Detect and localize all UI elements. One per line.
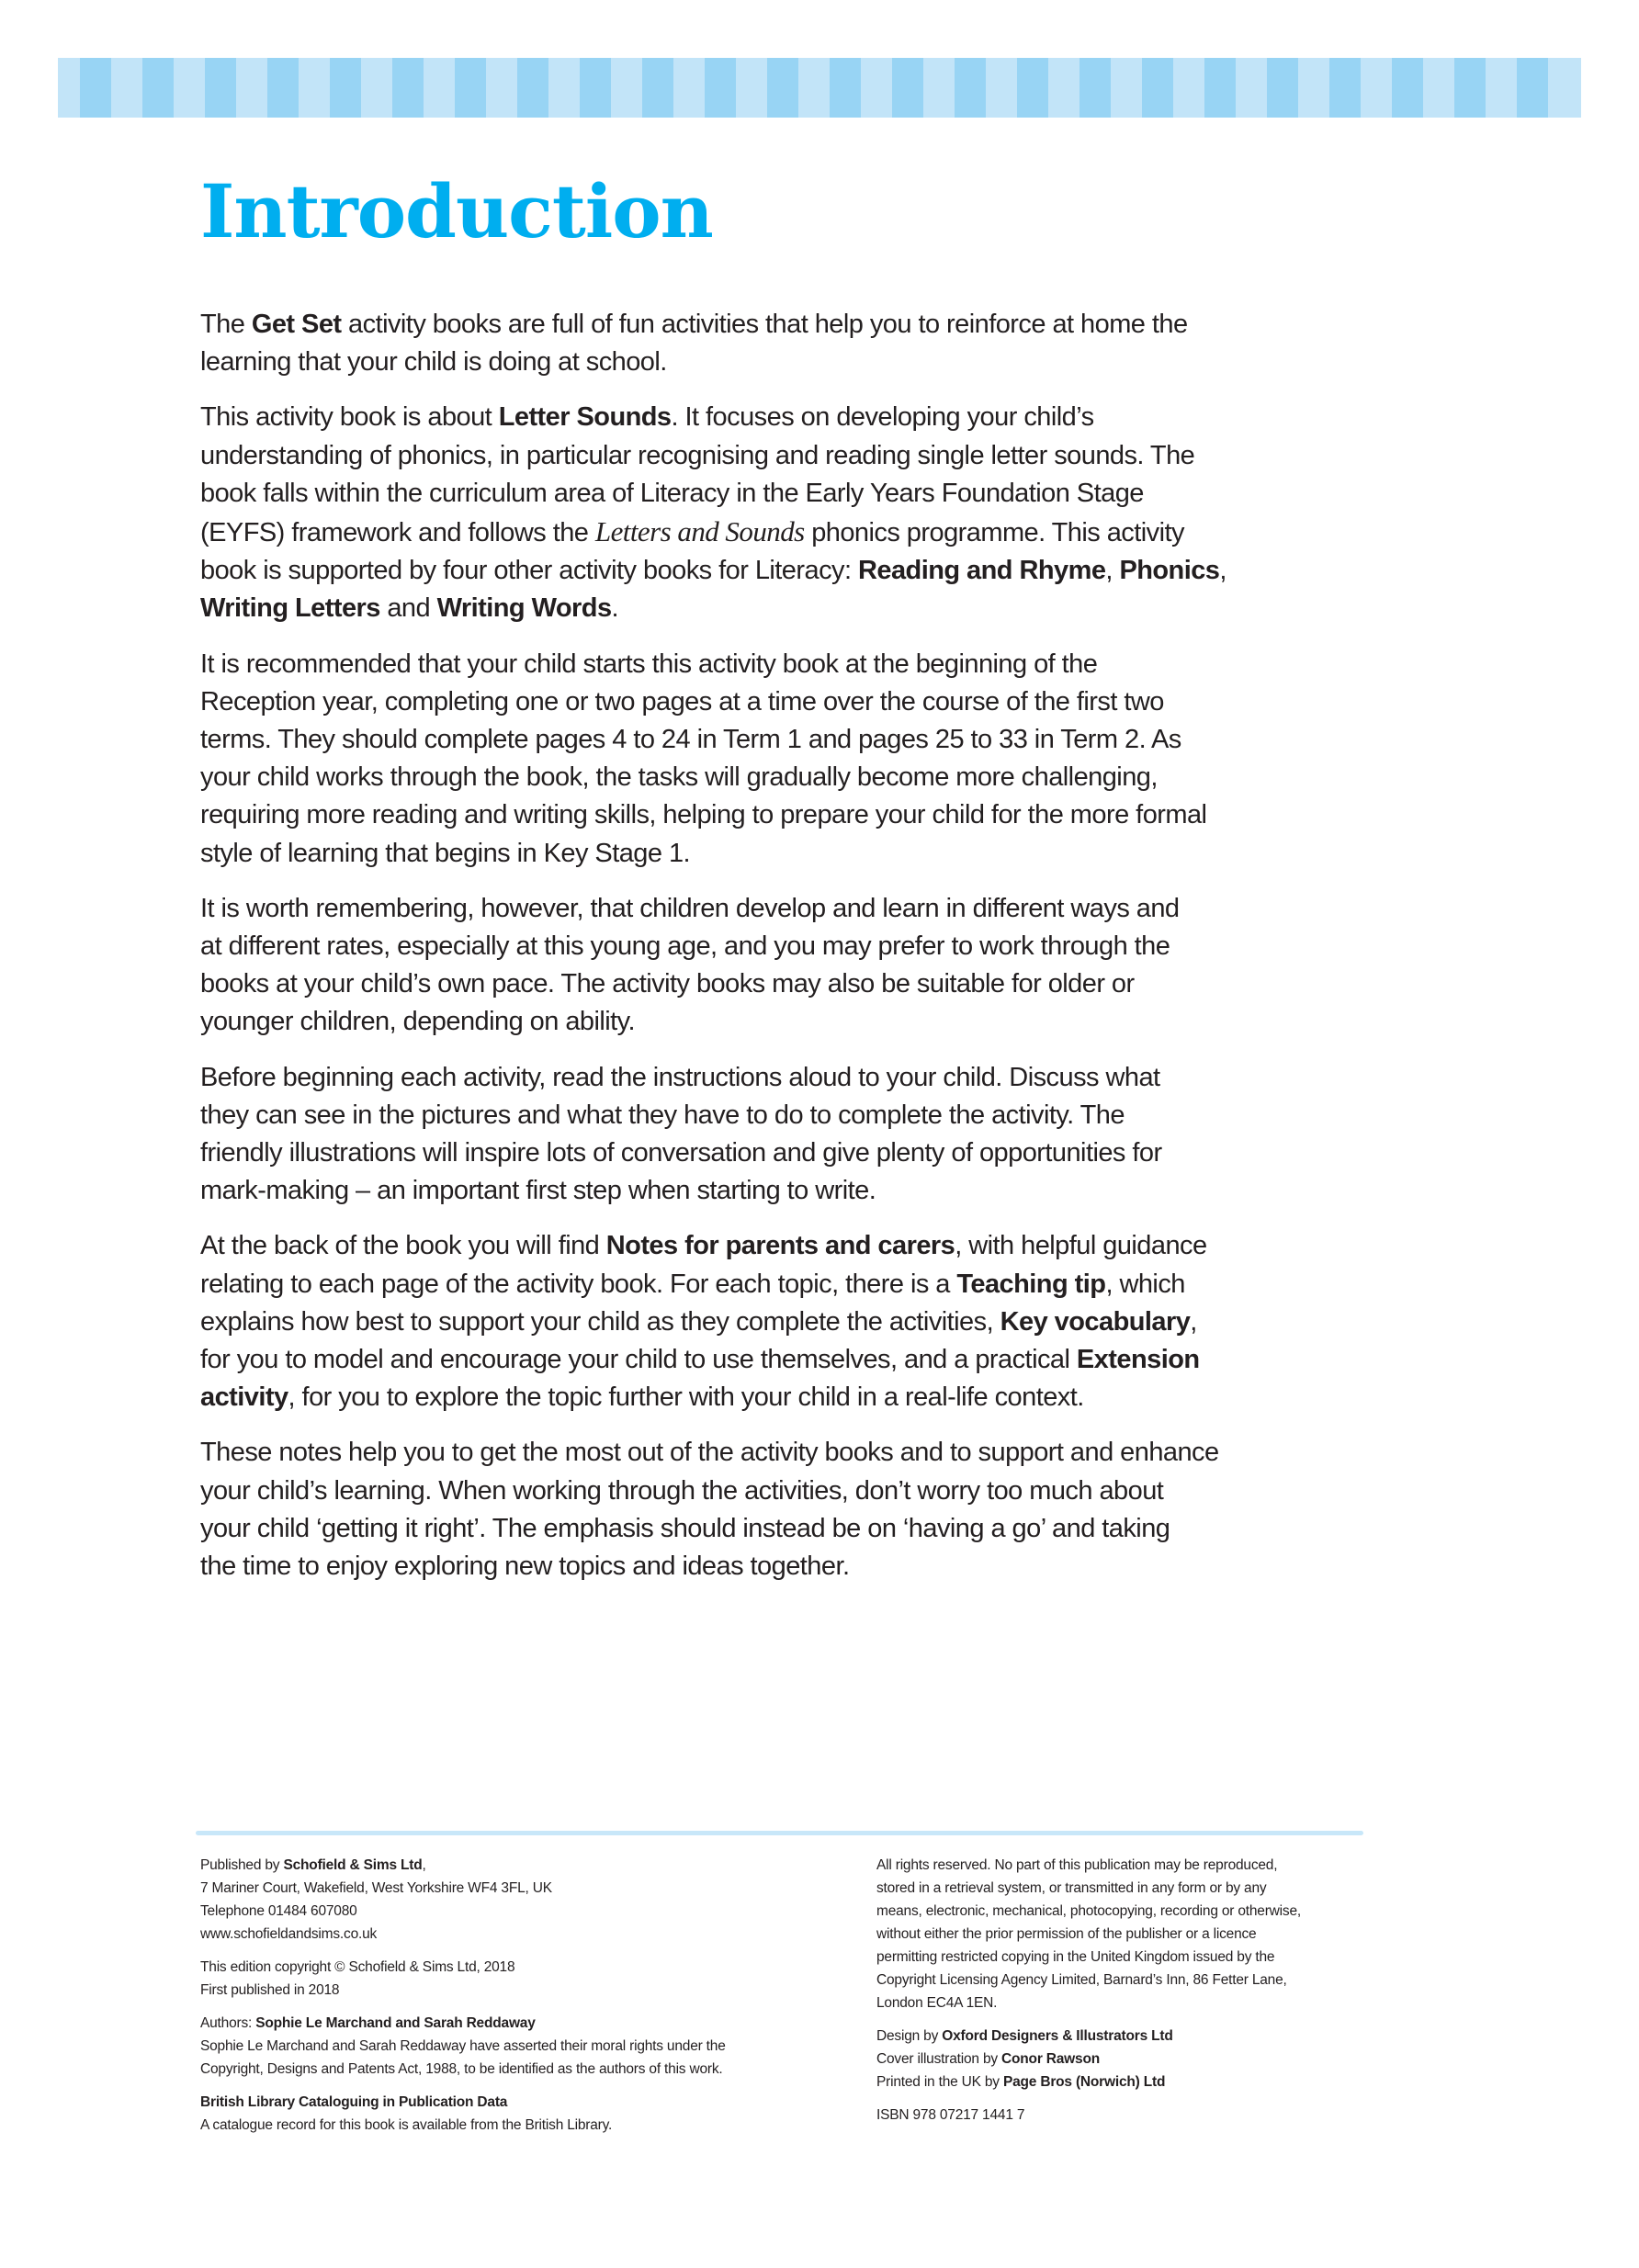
footer-line [876, 2104, 1391, 2127]
text-run: , which [1105, 1269, 1185, 1299]
bold-run: Oxford Designers & Illustrators Ltd [942, 2028, 1173, 2044]
bold-run: Page Bros (Norwich) Ltd [1002, 2074, 1166, 2090]
text-run: It is recommended that your child starts this activity book at the beginning of the [200, 649, 1098, 679]
bold-run: Key vocabulary [1000, 1306, 1191, 1337]
text-run: This edition copyright © Schofield & Sims Ltd, 2018 [200, 1959, 515, 1975]
text-line [200, 1548, 1395, 1585]
paragraph-7 [200, 1434, 1395, 1585]
text-run: your child works through the book, the tasks will gradually become more challenging, [200, 762, 1158, 793]
text-line [200, 399, 1395, 436]
paragraph-1 [200, 306, 1395, 381]
text-run: terms. They should complete pages 4 to 24 in Term 1 and pages 25 to 33 in Term 2. As [200, 725, 1181, 755]
text-run: relating to each page of the activity book. For each topic, there is a [200, 1269, 957, 1299]
text-line [200, 590, 1395, 627]
text-run: , [422, 1857, 426, 1873]
bold-run: Extension [1076, 1345, 1200, 1375]
text-line [200, 475, 1395, 513]
paragraph-6 [200, 1227, 1395, 1416]
bold-run: activity [200, 1382, 288, 1413]
text-line [200, 552, 1395, 590]
rights-block [876, 1854, 1391, 2014]
text-run: , [1105, 556, 1120, 586]
text-line [200, 1003, 1395, 1041]
footer-line [876, 1969, 1391, 1992]
text-line [200, 721, 1395, 759]
text-line [200, 1266, 1395, 1303]
text-line [200, 683, 1395, 721]
text-line [200, 306, 1395, 344]
footer-line [876, 1923, 1391, 1946]
footer-left-column [200, 1854, 843, 2147]
footer-line [876, 1992, 1391, 2014]
text-run: style of learning that begins in Key Stage 1. [200, 838, 691, 868]
paragraph-4 [200, 890, 1395, 1042]
bold-run: Schofield & Sims Ltd [283, 1857, 423, 1873]
footer-line [200, 2012, 843, 2035]
text-line [200, 1172, 1395, 1210]
text-run: These notes help you to get the most out of the activity books and to support and enhance [200, 1438, 1219, 1468]
footer-line [200, 1979, 843, 2002]
text-line [200, 437, 1395, 475]
text-run: permitting restricted copying in the United Kingdom issued by the [876, 1949, 1275, 1965]
footer-line [200, 2058, 843, 2081]
text-run: book is supported by four other activity books for Literacy: [200, 556, 858, 586]
page-title: Introduction [200, 168, 713, 254]
text-run: younger children, depending on ability. [200, 1007, 635, 1037]
text-run: ISBN 978 07217 1441 7 [876, 2107, 1025, 2123]
text-line [200, 1227, 1395, 1265]
text-run: 7 Mariner Court, Wakefield, West Yorkshire WF4 3FL, UK [200, 1880, 552, 1896]
text-run: the time to enjoy exploring new topics and ideas together. [200, 1551, 850, 1582]
text-line [200, 646, 1395, 683]
text-run: www.schofieldandsims.co.uk [200, 1926, 378, 1942]
text-run: Telephone 01484 607080 [200, 1903, 357, 1919]
text-run: your child’s learning. When working through the activities, don’t worry too much about [200, 1475, 1164, 1506]
text-run: they can see in the pictures and what they have to do to complete the activity. The [200, 1100, 1125, 1130]
bold-run: Conor Rawson [1001, 2051, 1100, 2067]
bold-run: Reading and Rhyme [858, 556, 1106, 586]
paragraph-2 [200, 399, 1395, 627]
text-run: without either the prior permission of the publisher or a licence [876, 1926, 1257, 1942]
text-run: Reception year, completing one or two pages at a time over the course of the first two [200, 686, 1164, 717]
text-run: mark-making – an important first step when starting to write. [200, 1176, 876, 1206]
authors-block [200, 2012, 843, 2081]
text-run: understanding of phonics, in particular recognising and reading single letter sounds. The [200, 440, 1195, 470]
text-line [200, 1379, 1395, 1416]
text-run: means, electronic, mechanical, photocopying, recording or otherwise, [876, 1903, 1301, 1919]
isbn-block [876, 2104, 1391, 2127]
footer-line [876, 1854, 1391, 1877]
text-run: stored in a retrieval system, or transmitted in any form or by any [876, 1880, 1267, 1896]
text-run: , [1190, 1306, 1197, 1337]
text-run: (EYFS) framework and follows the [200, 518, 595, 548]
cataloguing-block [200, 2091, 843, 2137]
text-run: explains how best to support your child as they complete the activities, [200, 1306, 1000, 1337]
text-run: First published in 2018 [200, 1982, 340, 1998]
text-run: your child ‘getting it right’. The emphasis should instead be on ‘having a go’ and taking [200, 1513, 1170, 1543]
bold-run: Notes for parents and carers [605, 1231, 955, 1261]
bold-run: Sophie Le Marchand and Sarah Reddaway [255, 2015, 536, 2031]
text-line [200, 1097, 1395, 1134]
text-run: at different rates, especially at this young age, and you may prefer to work through the [200, 931, 1170, 962]
footer-line [876, 2025, 1391, 2048]
text-run: , [1219, 556, 1226, 586]
text-line [200, 1059, 1395, 1097]
text-run: book falls within the curriculum area of Literacy in the Early Years Foundation Stage [200, 478, 1144, 508]
footer-line [200, 1877, 843, 1900]
text-line [200, 965, 1395, 1003]
text-run: phonics programme. This activity [804, 518, 1184, 548]
publisher-block [200, 1854, 843, 1946]
text-run: All rights reserved. No part of this publication may be reproduced, [876, 1857, 1278, 1873]
text-run: The [200, 310, 252, 339]
bold-run: Writing Words [436, 593, 612, 624]
bold-run: Writing Letters [200, 593, 380, 624]
text-run: Cover illustration by [876, 2051, 1002, 2067]
text-run: This activity book is about [200, 402, 499, 433]
text-line [200, 1134, 1395, 1172]
paragraph-5 [200, 1059, 1395, 1211]
text-run: for you to model and encourage your child to use themselves, and a practical [200, 1345, 1077, 1375]
paragraph-3 [200, 646, 1395, 873]
text-line [200, 1341, 1395, 1379]
footer-line [200, 1923, 843, 1946]
text-line [200, 1434, 1395, 1472]
text-run: Copyright Licensing Agency Limited, Barnard’s Inn, 86 Fetter Lane, [876, 1972, 1287, 1988]
text-run: Before beginning each activity, read the instructions aloud to your child. Discuss what [200, 1062, 1160, 1092]
footer-line [876, 2048, 1391, 2071]
text-line [200, 1510, 1395, 1548]
text-line [200, 890, 1395, 928]
text-run: . [611, 593, 619, 624]
bold-run: British Library Cataloguing in Publication Data [200, 2094, 508, 2110]
footer-divider [196, 1831, 1363, 1835]
footer-line [200, 2114, 843, 2137]
text-run: London EC4A 1EN. [876, 1995, 998, 2011]
bold-run: Get Set [251, 310, 342, 339]
text-run: requiring more reading and writing skills, helping to prepare your child for the more formal [200, 800, 1207, 830]
text-run: friendly illustrations will inspire lots of conversation and give plenty of opportunities for [200, 1138, 1162, 1168]
text-run: Copyright, Designs and Patents Act, 1988, to be identified as the authors of this work. [200, 2061, 723, 2077]
text-line [200, 1473, 1395, 1510]
copyright-block [200, 1956, 843, 2002]
text-line [200, 835, 1395, 873]
footer-line [200, 2035, 843, 2058]
footer-line [200, 1956, 843, 1979]
text-run: A catalogue record for this book is available from the British Library. [200, 2117, 613, 2133]
text-run: At the back of the book you will find [200, 1231, 606, 1261]
header-stripe-band [58, 58, 1581, 118]
text-line [200, 1303, 1395, 1341]
introduction-body [200, 306, 1395, 1603]
text-line [200, 513, 1395, 552]
text-line [200, 344, 1395, 381]
text-run: Printed in the UK by [876, 2074, 1003, 2090]
text-run: Design by [876, 2028, 943, 2044]
italic-run: Letters and Sounds [594, 515, 805, 548]
text-line [200, 928, 1395, 965]
text-run: It is worth remembering, however, that children develop and learn in different ways and [200, 893, 1180, 923]
text-run: books at your child’s own pace. The activity books may also be suitable for older or [200, 969, 1135, 999]
text-line [200, 759, 1395, 796]
bold-run: Letter Sounds [498, 402, 672, 433]
footer-line [876, 1877, 1391, 1900]
footer-line [876, 1946, 1391, 1969]
text-run: activity books are full of fun activities that help you to reinforce at home the [341, 310, 1188, 339]
footer-line [200, 1900, 843, 1923]
credits-block [876, 2025, 1391, 2093]
footer-line [876, 2071, 1391, 2093]
footer-right-column [876, 1854, 1391, 2137]
footer-line [876, 1900, 1391, 1923]
bold-run: Phonics [1119, 556, 1220, 586]
text-run: , for you to explore the topic further with your child in a real-life context. [288, 1382, 1084, 1413]
text-run: , with helpful guidance [955, 1231, 1207, 1261]
text-run: Sophie Le Marchand and Sarah Reddaway have asserted their moral rights under the [200, 2038, 726, 2054]
text-line [200, 796, 1395, 834]
text-run: Authors: [200, 2015, 256, 2031]
footer-line [200, 1854, 843, 1877]
text-run: learning that your child is doing at school. [200, 347, 667, 378]
text-run: Published by [200, 1857, 284, 1873]
bold-run: Teaching tip [956, 1269, 1106, 1299]
text-run: . It focuses on developing your child’s [671, 402, 1094, 433]
footer-line [200, 2091, 843, 2114]
text-run: and [379, 593, 437, 624]
